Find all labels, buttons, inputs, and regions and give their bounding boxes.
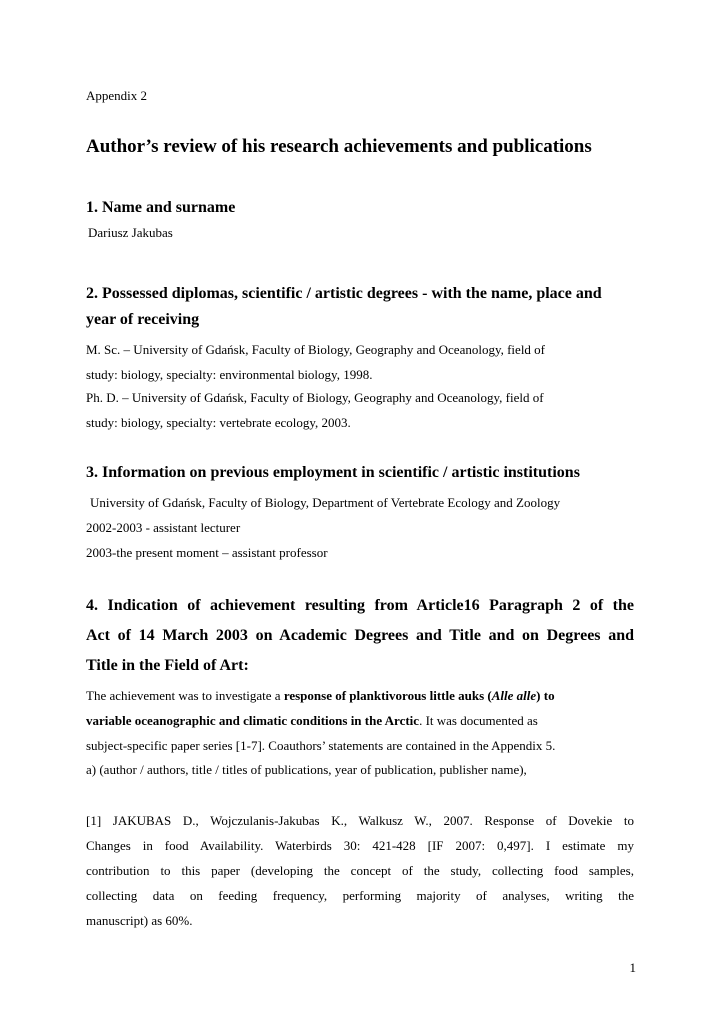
achievement-bold-2: ) to: [536, 688, 555, 703]
species-name: Alle alle: [491, 688, 537, 703]
phd-line1: Ph. D. – University of Gdańsk, Faculty of Biology, Geography and Oceanology, field of: [86, 390, 544, 405]
achievement-topic: variable oceanographic and climatic conditions in the Arctic: [86, 713, 420, 728]
reference-1-line1: [1] JAKUBAS D., Wojczulanis-Jakubas K., Walkusz W., 2007. Response of Dovekie to: [86, 813, 634, 828]
section4-heading-line3: Title in the Field of Art:: [86, 657, 249, 674]
phd-line2: study: biology, specialty: vertebrate ecology, 2003.: [86, 415, 351, 430]
position-1: 2002-2003 - assistant lecturer: [86, 520, 241, 535]
msc-line2: study: biology, specialty: environmental biology, 1998.: [86, 367, 373, 382]
reference-1-line4: collecting data on feeding frequency, performing majority of analyses, writing the: [86, 888, 634, 903]
institution: University of Gdańsk, Faculty of Biology, Department of Vertebrate Ecology and Zoology: [90, 495, 561, 510]
achievement-line2: [86, 713, 538, 729]
achievement-line3: subject-specific paper series [1-7]. Coauthors’ statements are contained in the Appendix 5.: [86, 738, 556, 753]
achievement-prefix: The achievement was to investigate a: [86, 688, 284, 703]
reference-1-line5: manuscript) as 60%.: [86, 913, 193, 928]
reference-1-line3: contribution to this paper (developing the concept of the study, collecting food samples,: [86, 863, 634, 878]
section4-heading-line2: Act of 14 March 2003 on Academic Degrees and Title and on Degrees and: [86, 627, 634, 644]
reference-1-line2: Changes in food Availability. Waterbirds 30: 421-428 [IF 2007: 0,497]. I estimate my: [86, 838, 634, 853]
section2-heading-line2: year of receiving: [86, 311, 200, 328]
author-name: Dariusz Jakubas: [88, 225, 173, 240]
achievement-line2-rest: . It was documented as: [419, 713, 538, 728]
appendix-label: Appendix 2: [86, 88, 148, 103]
achievement-line1: [86, 688, 555, 704]
page-title: Author’s review of his research achievements and publications: [86, 136, 592, 157]
page-number: 1: [629, 960, 636, 975]
position-2: 2003-the present moment – assistant professor: [86, 545, 328, 560]
section4-heading-line1: 4. Indication of achievement resulting from Article16 Paragraph 2 of the: [86, 597, 634, 614]
msc-line1: M. Sc. – University of Gdańsk, Faculty of Biology, Geography and Oceanology, field of: [86, 342, 546, 357]
section2-heading-line1: 2. Possessed diplomas, scientific / artistic degrees - with the name, place and: [86, 285, 602, 302]
achievement-line4: a) (author / authors, title / titles of publications, year of publication, publisher name),: [86, 762, 527, 777]
section3-heading: 3. Information on previous employment in scientific / artistic institutions: [86, 464, 580, 481]
achievement-bold-1: response of planktivorous little auks (: [283, 688, 492, 703]
section1-heading: 1. Name and surname: [86, 199, 236, 216]
